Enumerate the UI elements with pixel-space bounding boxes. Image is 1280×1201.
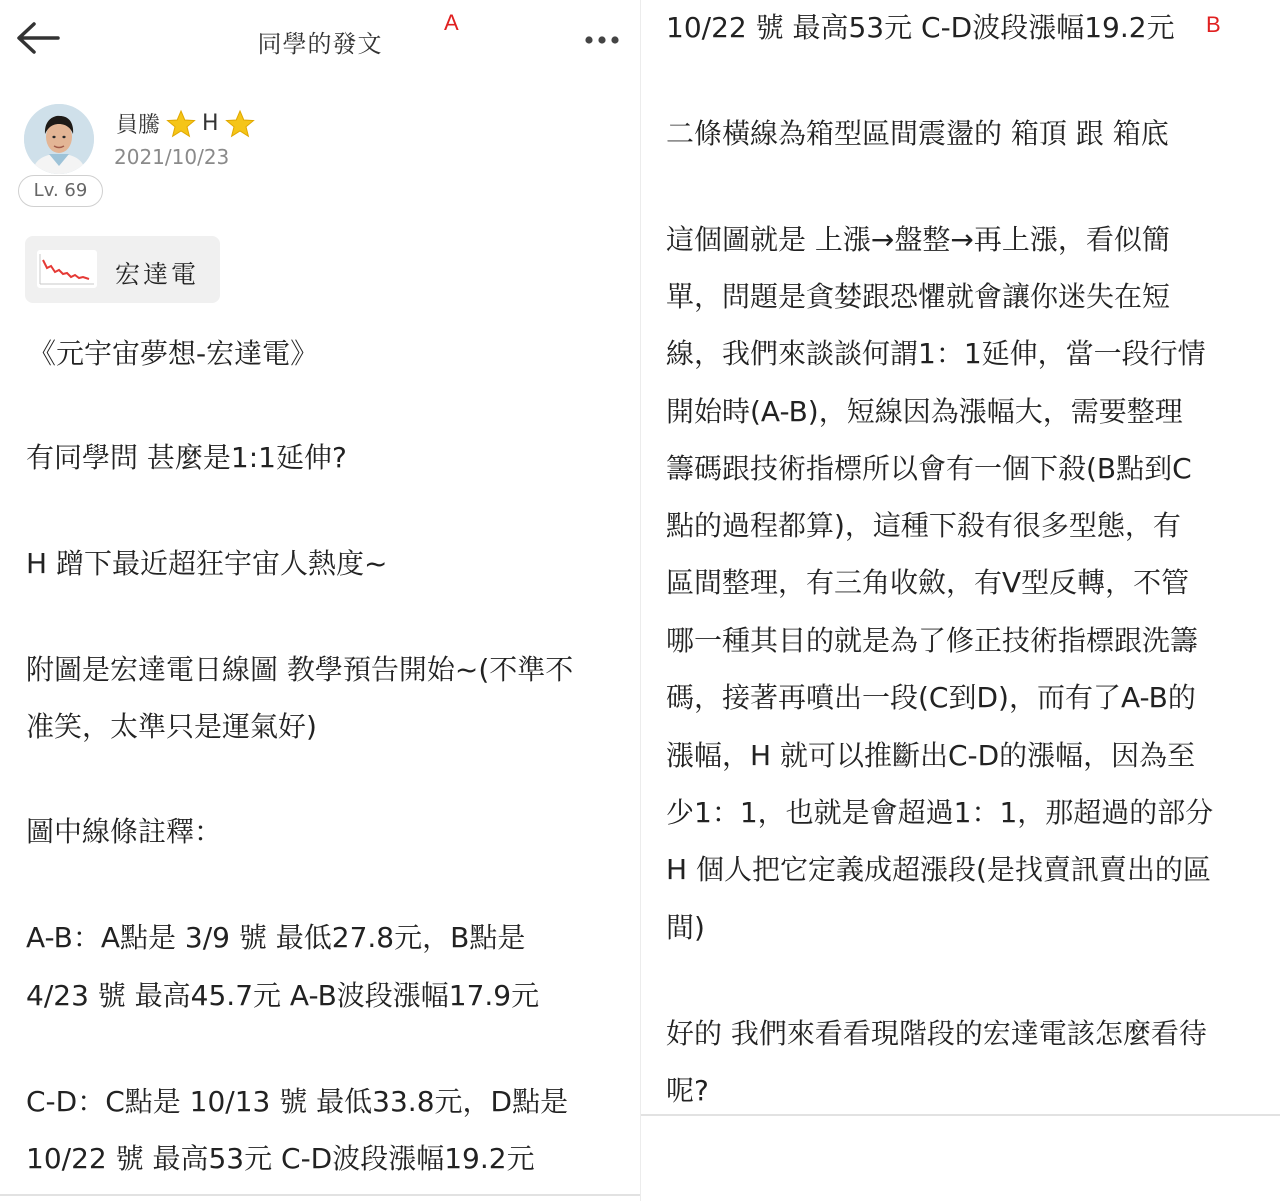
post-text-line: 二條橫線為箱型區間震盪的 箱頂 跟 箱底	[666, 117, 1169, 150]
level-badge: Lv. 69	[18, 175, 103, 207]
post-text-line: 呢?	[666, 1074, 709, 1107]
post-text-line: 10/22 號 最高53元 C-D波段漲幅19.2元	[26, 1142, 535, 1175]
post-date: 2021/10/23	[114, 145, 230, 169]
post-text-line: 籌碼跟技術指標所以會有一個下殺(B點到C	[666, 452, 1192, 485]
author-name-row[interactable]	[116, 108, 255, 139]
divider	[0, 1194, 640, 1196]
post-text-line: 這個圖就是 上漲→盤整→再上漲，看似簡	[666, 223, 1170, 256]
post-text-line: 4/23 號 最高45.7元 A-B波段漲幅17.9元	[26, 979, 540, 1012]
post-text-line: 哪一種其目的就是為了修正技術指標跟洗籌	[666, 624, 1199, 657]
post-text-line: 間)	[666, 911, 705, 944]
panel-b	[640, 0, 1280, 1201]
post-text-line: H 個人把它定義成超漲段(是找賣訊賣出的區	[666, 853, 1211, 886]
user-photo-icon	[24, 104, 94, 174]
post-text-line: 區間整理，有三角收斂，有V型反轉，不管	[666, 566, 1190, 599]
author-tag: H	[202, 111, 219, 136]
post-text-line: 10/22 號 最高53元 C-D波段漲幅19.2元	[666, 11, 1175, 44]
more-options-button[interactable]	[580, 22, 624, 58]
post-text-line: H 蹭下最近超狂宇宙人熱度~	[26, 547, 388, 580]
star-icon	[166, 109, 196, 139]
post-text-line: 有同學問 甚麼是1:1延伸?	[26, 441, 347, 474]
annotation-marker-a: A	[444, 10, 459, 35]
divider	[641, 1114, 1280, 1116]
post-text-line: 《元宇宙夢想-宏達電》	[28, 337, 319, 370]
post-text-line: 漲幅，H 就可以推斷出C-D的漲幅，因為至	[666, 739, 1196, 772]
post-text-line: 線，我們來談談何謂1：1延伸，當一段行情	[666, 337, 1206, 370]
post-text-line: A-B：A點是 3/9 號 最低27.8元，B點是	[26, 921, 526, 954]
author-name: 員騰	[116, 113, 161, 138]
post-text-line: C-D：C點是 10/13 號 最低33.8元，D點是	[26, 1085, 569, 1118]
post-text-line: 單，問題是貪婪跟恐懼就會讓你迷失在短	[666, 280, 1171, 313]
post-text-line: 好的 我們來看看現階段的宏達電該怎麼看待	[666, 1017, 1207, 1050]
post-text-line: 准笑，太準只是運氣好)	[26, 710, 317, 743]
post-text-line: 少1：1，也就是會超過1：1，那超過的部分	[666, 796, 1214, 829]
stock-tag-button[interactable]	[25, 236, 220, 303]
post-text-line: 點的過程都算)，這種下殺有很多型態，有	[666, 509, 1181, 542]
star-icon	[225, 109, 255, 139]
post-text-line: 開始時(A-B)，短線因為漲幅大，需要整理	[666, 395, 1183, 428]
annotation-marker-b: B	[1206, 12, 1221, 37]
post-text-line: 圖中線條註釋：	[26, 815, 223, 848]
stock-name: 宏達電	[115, 260, 200, 289]
stock-chart-icon	[37, 250, 97, 288]
top-bar	[0, 0, 640, 80]
avatar[interactable]	[24, 104, 94, 174]
post-text-line: 附圖是宏達電日線圖 教學預告開始~(不準不	[26, 653, 574, 686]
page-title: 同學的發文	[257, 30, 383, 58]
post-text-line: 碼，接著再噴出一段(C到D)，而有了A-B的	[666, 681, 1196, 714]
more-dots-icon	[580, 22, 624, 58]
